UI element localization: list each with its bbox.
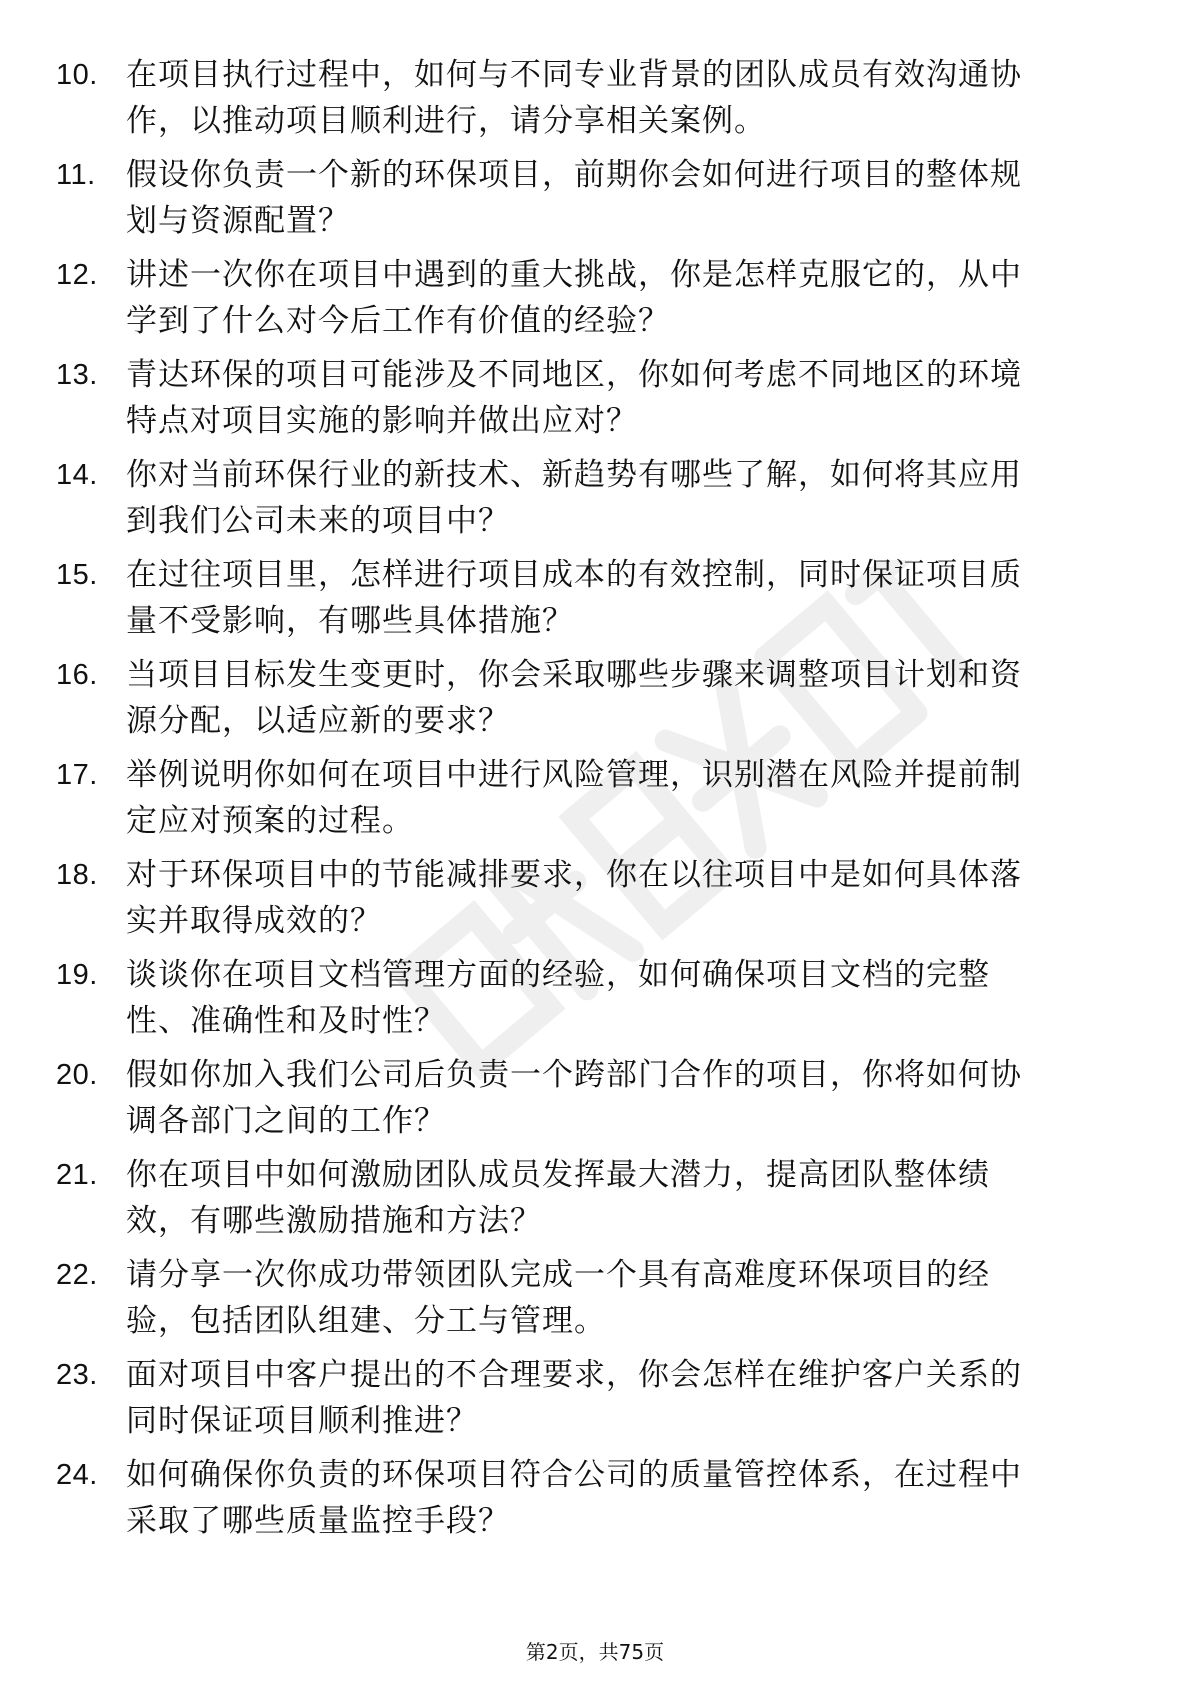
question-number: 15. bbox=[56, 559, 98, 591]
question-line: 谈谈你在项目文档管理方面的经验，如何确保项目文档的完整 bbox=[126, 957, 990, 993]
page-footer bbox=[0, 1637, 1190, 1667]
list-item bbox=[0, 52, 1190, 152]
question-text bbox=[126, 152, 1116, 244]
list-item bbox=[0, 552, 1190, 652]
question-text bbox=[126, 1052, 1116, 1144]
question-text bbox=[126, 1352, 1116, 1444]
question-text bbox=[126, 1252, 1116, 1344]
list-item bbox=[0, 752, 1190, 852]
question-line: 同时保证项目顺利推进？ bbox=[126, 1403, 478, 1439]
question-line: 划与资源配置？ bbox=[126, 203, 350, 239]
question-text bbox=[126, 552, 1116, 644]
question-number: 12. bbox=[56, 259, 98, 291]
question-number: 23. bbox=[56, 1359, 98, 1391]
question-line: 实并取得成效的？ bbox=[126, 903, 382, 939]
list-item bbox=[0, 1252, 1190, 1352]
question-line: 量不受影响，有哪些具体措施？ bbox=[126, 603, 574, 639]
question-number: 17. bbox=[56, 759, 98, 791]
question-number: 13. bbox=[56, 359, 98, 391]
question-number: 21. bbox=[56, 1159, 98, 1191]
question-text bbox=[126, 1452, 1116, 1544]
question-line: 当项目目标发生变更时，你会采取哪些步骤来调整项目计划和资 bbox=[126, 657, 1022, 693]
question-text bbox=[126, 652, 1116, 744]
list-item bbox=[0, 1152, 1190, 1252]
question-line: 性、准确性和及时性？ bbox=[126, 1003, 446, 1039]
question-text bbox=[126, 852, 1116, 944]
question-number: 11. bbox=[56, 159, 96, 191]
question-line: 你对当前环保行业的新技术、新趋势有哪些了解，如何将其应用 bbox=[126, 457, 1022, 493]
question-line: 到我们公司未来的项目中？ bbox=[126, 503, 510, 539]
question-line: 如何确保你负责的环保项目符合公司的质量管控体系，在过程中 bbox=[126, 1457, 1022, 1493]
list-item bbox=[0, 952, 1190, 1052]
question-line: 学到了什么对今后工作有价值的经验？ bbox=[126, 303, 670, 339]
question-text bbox=[126, 252, 1116, 344]
question-line: 请分享一次你成功带领团队完成一个具有高难度环保项目的经 bbox=[126, 1257, 990, 1293]
list-item bbox=[0, 452, 1190, 552]
question-text bbox=[126, 452, 1116, 544]
question-number: 10. bbox=[56, 59, 98, 91]
question-line: 在过往项目里，怎样进行项目成本的有效控制，同时保证项目质 bbox=[126, 557, 1022, 593]
list-item bbox=[0, 1352, 1190, 1452]
question-line: 对于环保项目中的节能减排要求，你在以往项目中是如何具体落 bbox=[126, 857, 1022, 893]
question-list bbox=[0, 52, 1190, 1552]
question-number: 19. bbox=[56, 959, 98, 991]
list-item bbox=[0, 1452, 1190, 1552]
list-item bbox=[0, 352, 1190, 452]
question-line: 在项目执行过程中，如何与不同专业背景的团队成员有效沟通协 bbox=[126, 57, 1022, 93]
question-number: 22. bbox=[56, 1259, 98, 1291]
question-text bbox=[126, 352, 1116, 444]
question-line: 定应对预案的过程。 bbox=[126, 803, 414, 839]
list-item bbox=[0, 652, 1190, 752]
question-text bbox=[126, 752, 1116, 844]
question-line: 讲述一次你在项目中遇到的重大挑战，你是怎样克服它的，从中 bbox=[126, 257, 1022, 293]
question-text bbox=[126, 952, 1116, 1044]
list-item bbox=[0, 152, 1190, 252]
question-line: 面对项目中客户提出的不合理要求，你会怎样在维护客户关系的 bbox=[126, 1357, 1022, 1393]
question-line: 你在项目中如何激励团队成员发挥最大潜力，提高团队整体绩 bbox=[126, 1157, 990, 1193]
question-line: 假如你加入我们公司后负责一个跨部门合作的项目，你将如何协 bbox=[126, 1057, 1022, 1093]
question-number: 14. bbox=[56, 459, 98, 491]
question-number: 20. bbox=[56, 1059, 98, 1091]
question-line: 源分配，以适应新的要求？ bbox=[126, 703, 510, 739]
question-line: 验，包括团队组建、分工与管理。 bbox=[126, 1303, 606, 1339]
question-number: 18. bbox=[56, 859, 98, 891]
question-number: 24. bbox=[56, 1459, 98, 1491]
page-number-label: 第2页，共75页 bbox=[525, 1640, 665, 1664]
question-line: 假设你负责一个新的环保项目，前期你会如何进行项目的整体规 bbox=[126, 157, 1022, 193]
question-line: 效，有哪些激励措施和方法？ bbox=[126, 1203, 542, 1239]
question-text bbox=[126, 52, 1116, 144]
question-line: 举例说明你如何在项目中进行风险管理，识别潜在风险并提前制 bbox=[126, 757, 1022, 793]
question-line: 青达环保的项目可能涉及不同地区，你如何考虑不同地区的环境 bbox=[126, 357, 1022, 393]
list-item bbox=[0, 252, 1190, 352]
list-item bbox=[0, 1052, 1190, 1152]
question-line: 作，以推动项目顺利进行，请分享相关案例。 bbox=[126, 103, 766, 139]
question-line: 特点对项目实施的影响并做出应对？ bbox=[126, 403, 638, 439]
question-number: 16. bbox=[56, 659, 98, 691]
question-text bbox=[126, 1152, 1116, 1244]
question-line: 采取了哪些质量监控手段？ bbox=[126, 1503, 510, 1539]
list-item bbox=[0, 852, 1190, 952]
question-line: 调各部门之间的工作？ bbox=[126, 1103, 446, 1139]
